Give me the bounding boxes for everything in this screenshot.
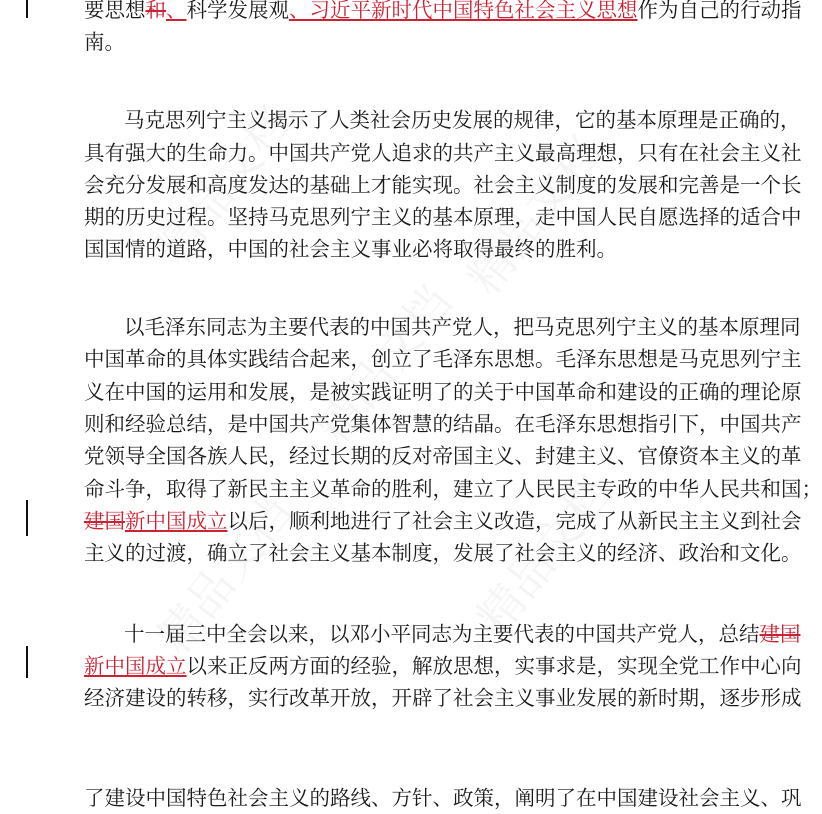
paragraph-line xyxy=(84,0,802,26)
paragraph-line: 义在中国的运用和发展，是被实践证明了的关于中国革命和建设的正确的理论原 xyxy=(84,380,802,404)
paragraph-line: 了建设中国特色社会主义的路线、方针、政策，阐明了在中国建设社会主义、巩 xyxy=(84,786,802,810)
inserted-text: 、 xyxy=(166,0,187,22)
paragraph-line: 南。 xyxy=(84,30,125,54)
paragraph-line: 党领导全国各族人民，经过长期的反对帝国主义、封建主义、官僚资本主义的革 xyxy=(84,444,802,468)
paragraph-line: 马克思列宁主义揭示了人类社会历史发展的规律，它的基本原理是正确的， xyxy=(124,108,801,132)
paragraph-line: 主义的过渡，确立了社会主义基本制度，发展了社会主义的经济、政治和文化。 xyxy=(84,541,802,565)
change-bar xyxy=(26,0,28,18)
paragraph-line: 具有强大的生命力。中国共产党人追求的共产主义最高理想，只有在社会主义社 xyxy=(84,141,802,165)
paragraph-line: 中国革命的具体实践结合起来，创立了毛泽东思想。毛泽东思想是马克思列宁主 xyxy=(84,347,802,371)
paragraph-line: 经济建设的转移，实行改革开放，开辟了社会主义事业发展的新时期，逐步形成 xyxy=(84,686,802,710)
inserted-text: 新中国成立 xyxy=(125,509,228,533)
deleted-text: 建国 xyxy=(759,622,801,646)
text-run: 十一届三中全会以来，以邓小平同志为主要代表的中国共产党人，总结 xyxy=(124,622,760,646)
text-run: 作为自己的行动指 xyxy=(637,0,802,22)
change-bar xyxy=(26,500,28,536)
paragraph-line: 国国情的道路，中国的社会主义事业必将取得最终的胜利。 xyxy=(84,237,617,261)
text-run: 以后，顺利地进行了社会主义改造，完成了从新民主主义到社会 xyxy=(227,509,802,533)
paragraph-line: 以毛泽东同志为主要代表的中国共产党人，把马克思列宁主义的基本原理同 xyxy=(124,315,801,339)
paragraph-line: 期的历史过程。坚持马克思列宁主义的基本原理，走中国人民自愿选择的适合中 xyxy=(84,205,802,229)
paragraph-line xyxy=(84,505,802,537)
paragraph-line xyxy=(84,650,802,682)
paragraph-line: 则和经验总结，是中国共产党集体智慧的结晶。在毛泽东思想指引下，中国共产 xyxy=(84,412,802,436)
text-run: 要思想 xyxy=(84,0,146,22)
text-run: 以来正反两方面的经验，解放思想，实事求是，实现全党工作中心向 xyxy=(186,654,802,678)
inserted-text: 新中国成立 xyxy=(84,654,187,678)
text-run: 科学发展观 xyxy=(186,0,289,22)
inserted-text: 、习近平新时代中国特色社会主义思想 xyxy=(289,0,638,22)
deleted-text: 和 xyxy=(145,0,166,22)
deleted-text: 建国 xyxy=(84,509,125,533)
paragraph-line xyxy=(84,618,801,650)
paragraph-line: 会充分发展和高度发达的基础上才能实现。社会主义制度的发展和完善是一个长 xyxy=(84,173,802,197)
paragraph-line: 命斗争，取得了新民主主义革命的胜利，建立了人民民主专政的中华人民共和国； xyxy=(84,477,822,501)
change-bar xyxy=(26,646,28,678)
